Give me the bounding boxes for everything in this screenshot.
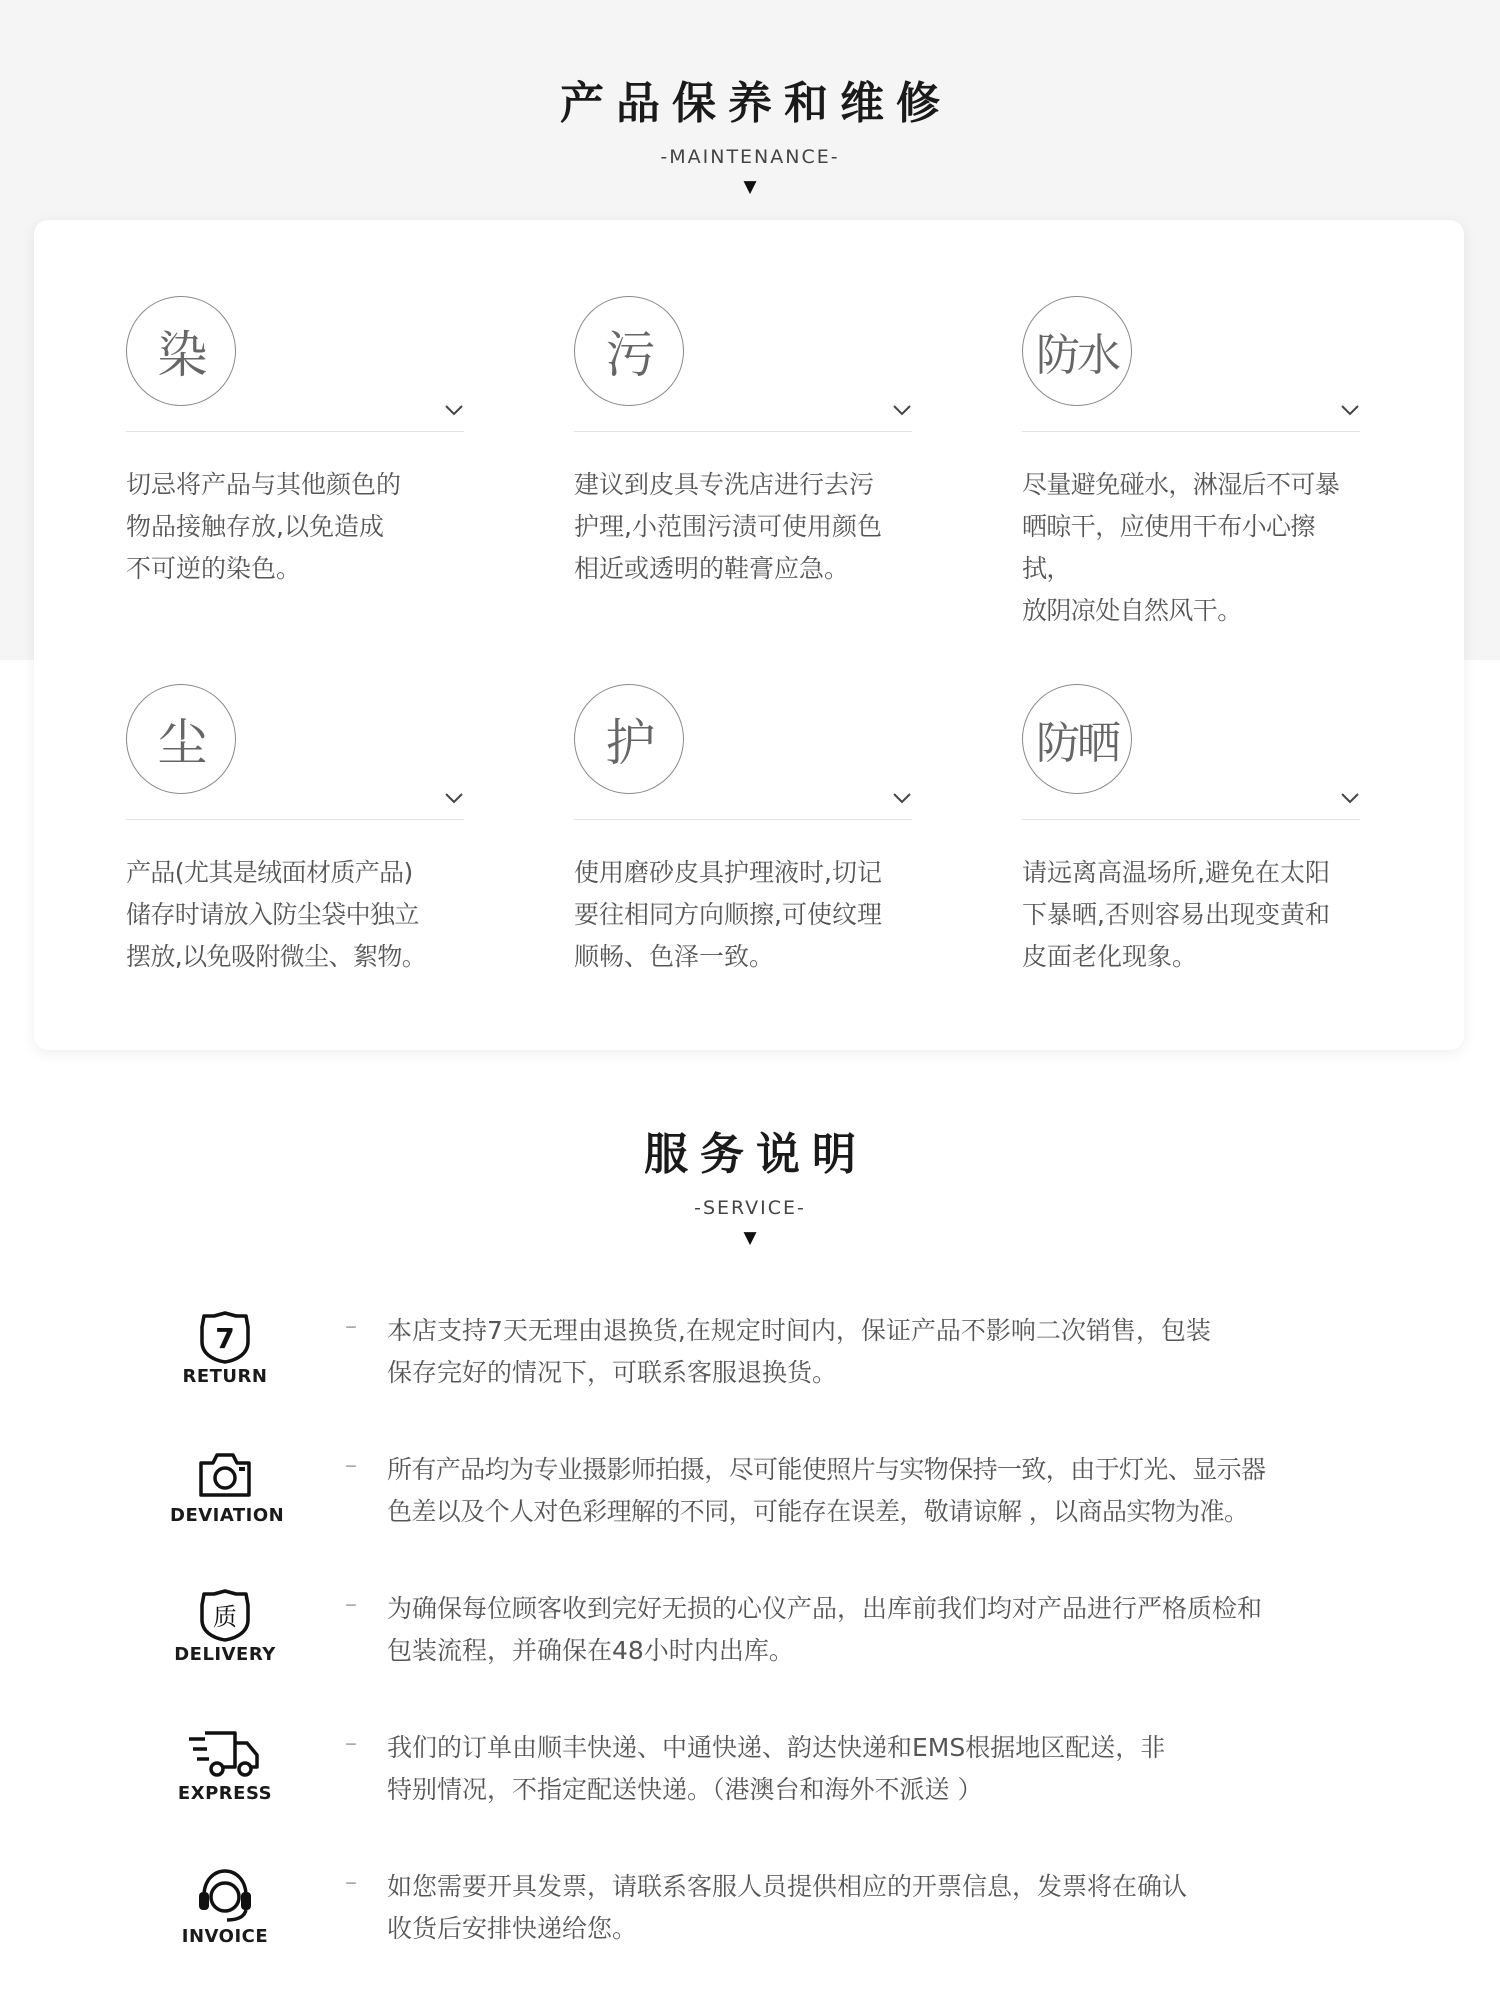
item-header (1022, 684, 1360, 820)
service-label: DEVIATION (170, 1505, 285, 1526)
return-seven-glyph: 7 (215, 1322, 235, 1355)
maintenance-header (0, 78, 1500, 197)
maintenance-item-dye (126, 296, 464, 632)
maintenance-subtitle: -MAINTENANCE- (660, 146, 840, 168)
headset-icon (194, 1866, 256, 1924)
item-description: 产品(尤其是绒面材质产品) 储存时请放入防尘袋中独立 摆放,以免吸附微尘、絮物。 (126, 858, 427, 971)
item-header (1022, 296, 1360, 432)
item-description: 切忌将产品与其他颜色的 物品接触存放,以免造成 不可逆的染色。 (126, 470, 402, 583)
return-seven-icon (198, 1310, 252, 1364)
quality-badge-icon (198, 1588, 252, 1642)
maintenance-item-stain (574, 296, 912, 632)
dye-badge-icon: 染 (126, 296, 236, 406)
sunproof-badge-icon: 防晒 (1022, 684, 1132, 794)
service-label: INVOICE (181, 1926, 269, 1947)
chevron-down-icon[interactable] (1340, 403, 1360, 417)
chevron-down-icon[interactable] (444, 403, 464, 417)
item-description: 建议到皮具专洗店进行去污 护理,小范围污渍可使用颜色 相近或透明的鞋膏应急。 (574, 470, 882, 583)
item-header (126, 296, 464, 432)
item-description: 使用磨砂皮具护理液时,切记 要往相同方向顺擦,可使纹理 顺畅、色泽一致。 (574, 858, 882, 971)
maintenance-item-waterproof (1022, 296, 1360, 632)
service-description: 所有产品均为专业摄影师拍摄，尽可能使照片与实物保持一致，由于灯光、显示器 色差以及个人对色彩理解的不同，可能存在误差，敬请谅解 ，以商品实物为准。 (387, 1455, 1266, 1526)
service-icon-block (170, 1449, 285, 1526)
delivery-truck-icon (187, 1727, 263, 1781)
dash-separator: – (345, 1868, 357, 1896)
dash-separator: – (345, 1590, 357, 1618)
dust-badge-icon: 尘 (126, 684, 236, 794)
service-description: 为确保每位顾客收到完好无损的心仪产品，出库前我们均对产品进行严格质检和 包装流程，并确保在48小时内出库。 (387, 1594, 1263, 1665)
service-subtitle: -SERVICE- (694, 1197, 806, 1219)
service-item-invoice (170, 1866, 1370, 2005)
service-label: EXPRESS (177, 1783, 273, 1804)
item-header (574, 684, 912, 820)
item-header (574, 296, 912, 432)
service-item-return (170, 1310, 1370, 1449)
service-item-delivery (170, 1588, 1370, 1727)
dash-separator: – (345, 1729, 357, 1757)
dash-separator: – (345, 1312, 357, 1340)
chevron-down-icon[interactable] (892, 791, 912, 805)
quality-glyph: 质 (213, 1603, 237, 1631)
camera-icon (195, 1449, 255, 1503)
service-description: 如您需要开具发票，请联系客服人员提供相应的开票信息，发票将在确认 收货后安排快递给您。 (387, 1872, 1188, 1943)
service-title: 服务说明 (644, 1129, 868, 1180)
chevron-down-icon[interactable] (892, 403, 912, 417)
service-description: 本店支持7天无理由退换货,在规定时间内，保证产品不影响二次销售，包装 保存完好的情况下，可联系客服退换货。 (387, 1316, 1211, 1387)
service-label: RETURN (182, 1366, 268, 1387)
item-description: 请远离高温场所,避免在太阳 下暴晒,否则容易出现变黄和 皮面老化现象。 (1022, 858, 1330, 971)
care-badge-icon: 护 (574, 684, 684, 794)
maintenance-item-dust (126, 684, 464, 978)
service-icon-block (170, 1727, 280, 1804)
item-header (126, 684, 464, 820)
service-description: 我们的订单由顺丰快递、中通快递、韵达快递和EMS根据地区配送，非 特别情况，不指定配送快递。（港澳台和海外不派送 ） (387, 1733, 1166, 1804)
maintenance-card (34, 220, 1464, 1050)
maintenance-item-sunproof (1022, 684, 1360, 978)
service-icon-block (170, 1588, 280, 1665)
down-triangle-icon: ▼ (743, 177, 757, 197)
stain-badge-icon: 污 (574, 296, 684, 406)
service-list (170, 1310, 1370, 2005)
waterproof-badge-icon: 防水 (1022, 296, 1132, 406)
chevron-down-icon[interactable] (1340, 791, 1360, 805)
maintenance-title: 产品保养和维修 (560, 78, 952, 129)
down-triangle-icon: ▼ (743, 1228, 757, 1248)
chevron-down-icon[interactable] (444, 791, 464, 805)
maintenance-grid (126, 296, 1360, 978)
service-icon-block (170, 1866, 280, 1947)
item-description: 尽量避免碰水，淋湿后不可暴 晒晾干，应使用干布小心擦拭， 放阴凉处自然风干。 (1022, 470, 1340, 625)
service-icon-block (170, 1310, 280, 1387)
service-item-express (170, 1727, 1370, 1866)
service-label: DELIVERY (174, 1644, 276, 1665)
service-header (0, 1129, 1500, 1248)
maintenance-item-care (574, 684, 912, 978)
dash-separator: – (345, 1451, 357, 1479)
service-item-deviation (170, 1449, 1370, 1588)
